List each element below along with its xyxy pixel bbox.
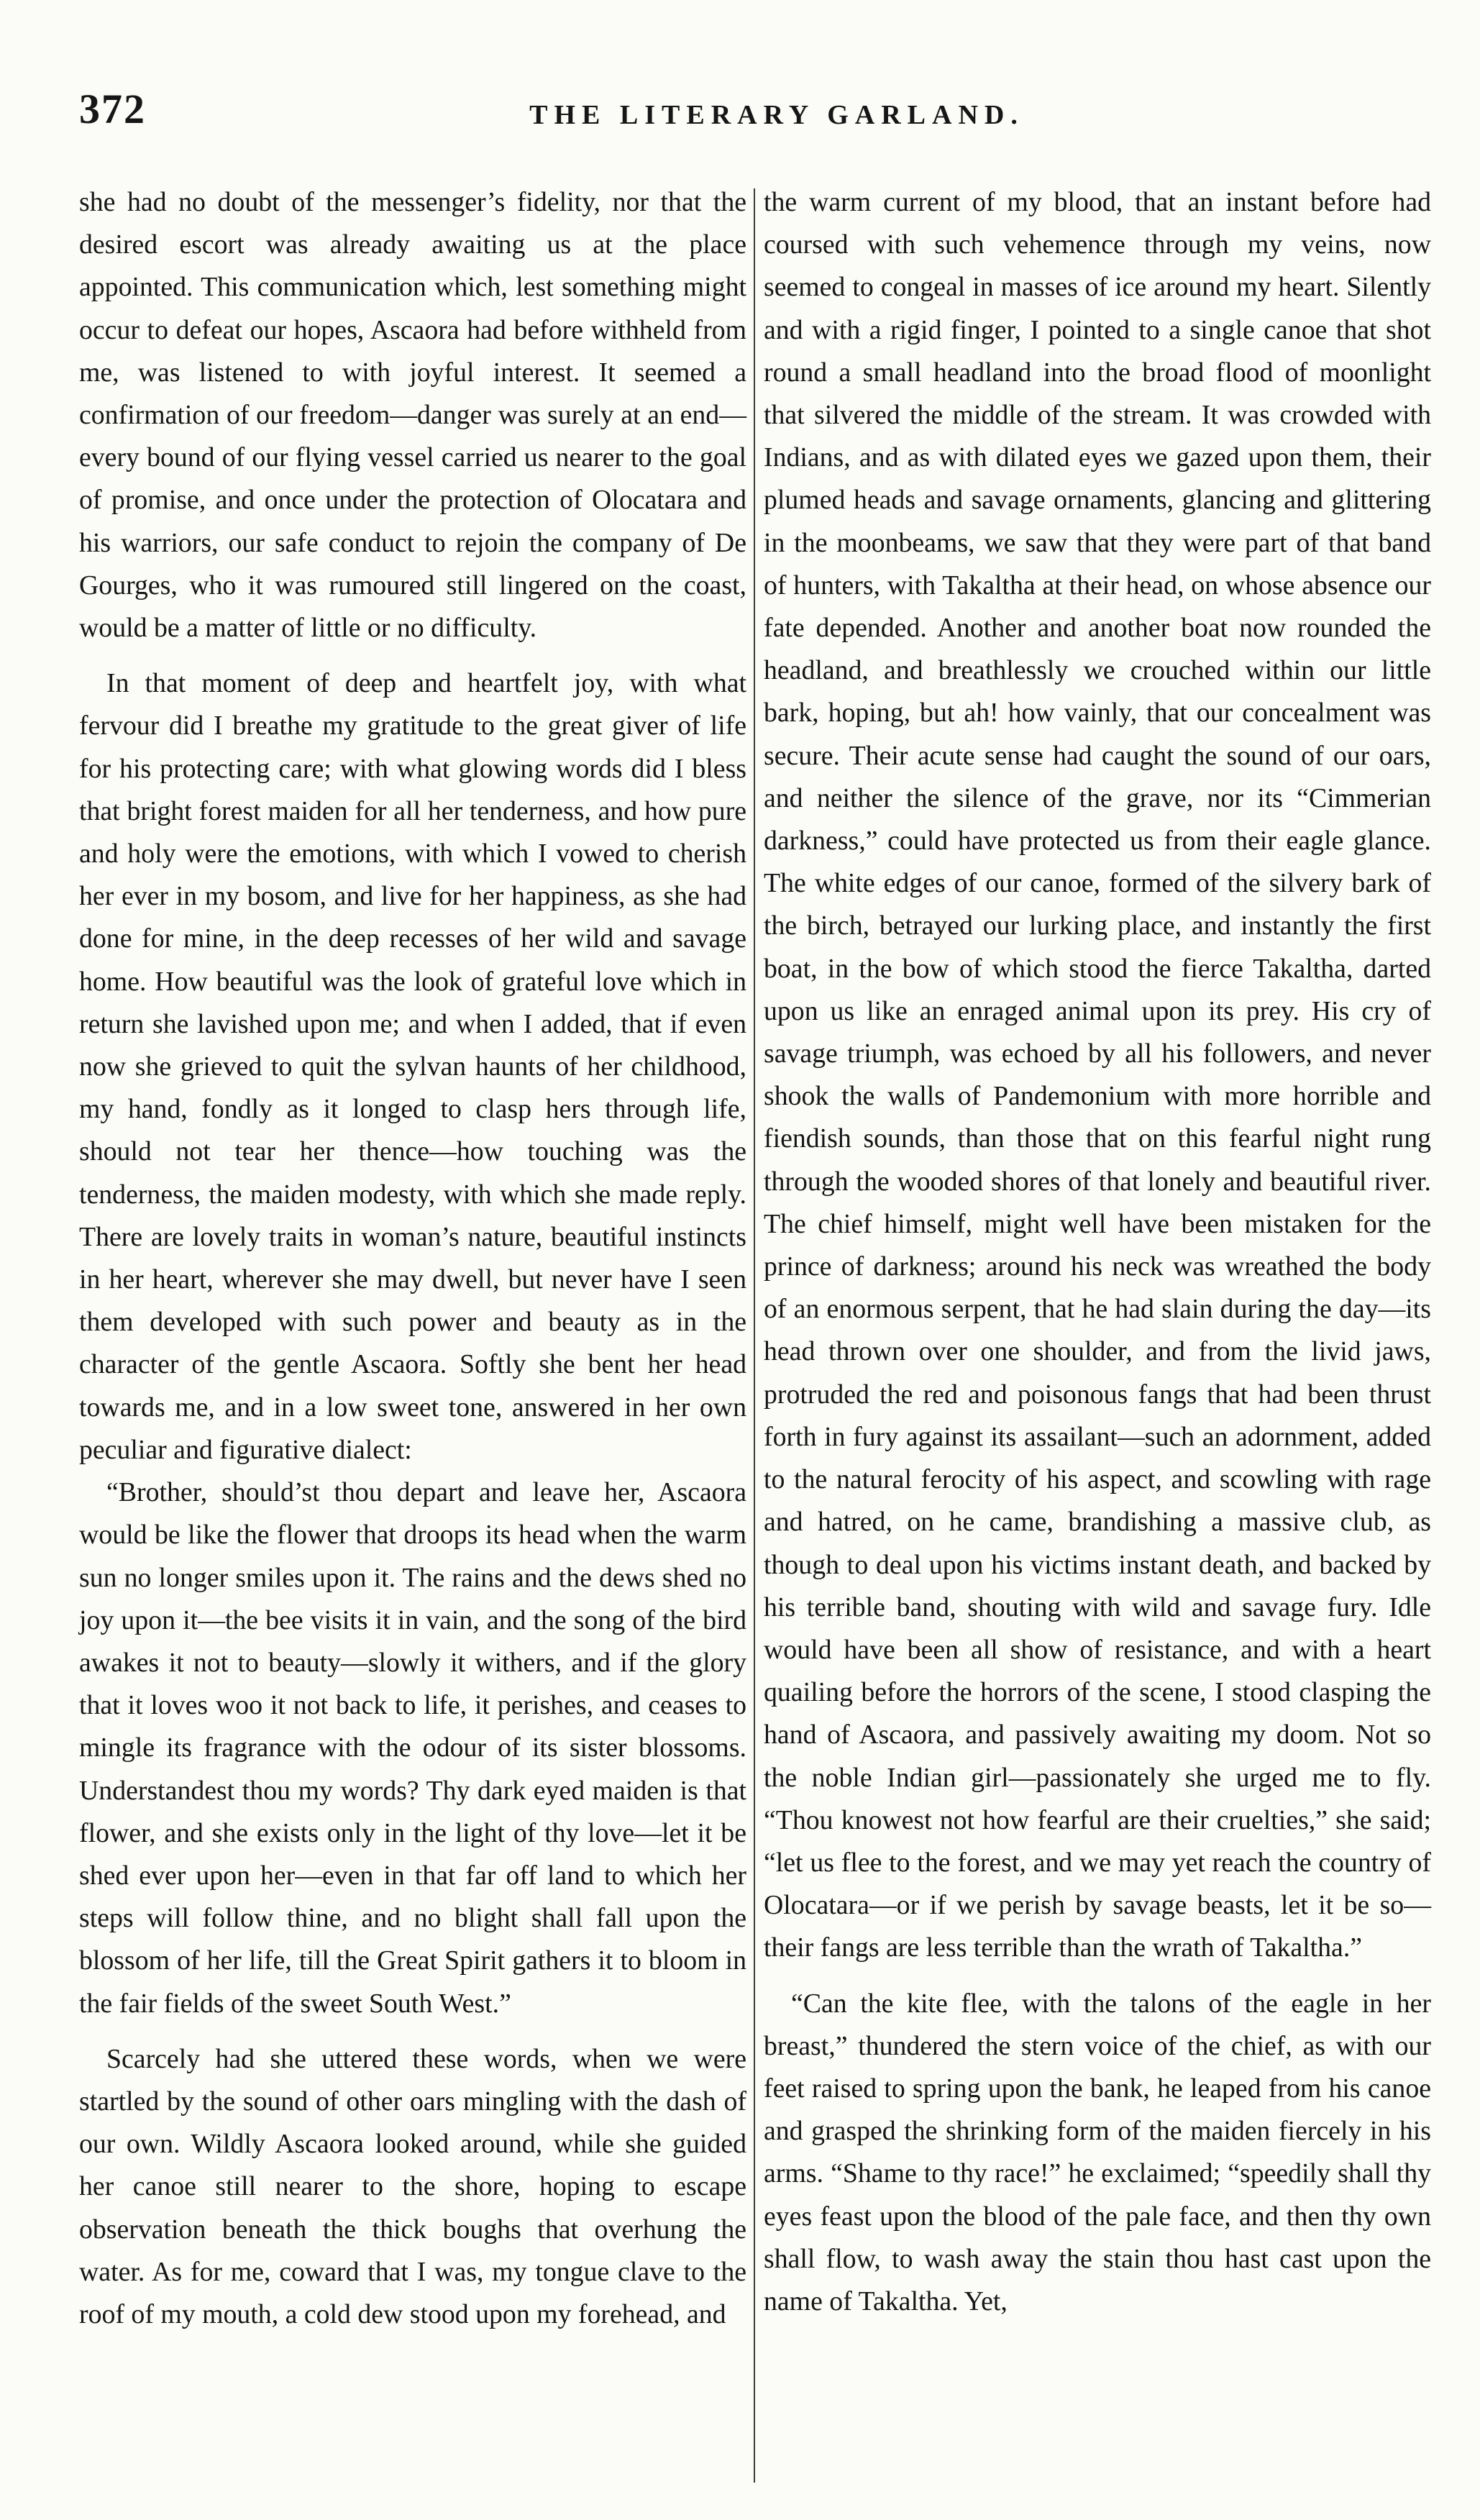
running-head: THE LITERARY GARLAND. [529, 100, 1024, 130]
paragraph: “Can the kite flee, with the talons of the eagle in her breast,” thundered the stern voice of the chief, as with our feet raised to spring upon the bank, he leaped from his canoe and grasped the shrinking form of the maiden fiercely in his arms. “Shame to thy race!” he exclaimed; “speedily shall thy eyes feast upon the blood of the pale face, and then thy own shall flow, to wash away the stain thou hast cast upon the name of Takaltha. Yet, [764, 1988, 1431, 2316]
column-divider [754, 188, 755, 2483]
page-number: 372 [79, 86, 146, 132]
paragraph: the warm current of my blood, that an instant before had coursed with such vehemence through my veins, now seemed to congeal in masses of ice around my heart. Silently and with a rigid finger, I pointed to a single canoe that shot round a small headland into the broad flood of moonlight that silvered the middle of the stream. It was crowded with Indians, and as with dilated eyes we gazed upon them, their plumed heads and savage ornaments, glancing and glittering in the moonbeams, we saw that they were part of that band of hunters, with Takaltha at their head, on whose absence our fate depended. Another and another boat now rounded the headland, and breathlessly we crouched within our little bark, hoping, but ah! how vainly, that our concealment was secure. Their acute sense had caught the sound of our oars, and neither the silence of the grave, nor its “Cimmerian darkness,” could have protected us from their eagle glance. The white edges of our canoe, formed of the silvery bark of the birch, betrayed our lurking place, and instantly the first boat, in the bow of which stood the fierce Takaltha, darted upon us like an enraged animal upon its prey. His cry of savage triumph, was echoed by all his followers, and never shook the walls of Pandemonium with more horrible and fiendish sounds, than those that on this fearful night rung through the wooded shores of that lonely and beautiful river. The chief himself, might well have been mistaken for the prince of darkness; around his neck was wreathed the body of an enormous serpent, that he had slain during the day—its head thrown over one shoulder, and from the livid jaws, protruded the red and poisonous fangs that had been thrust forth in fury against its assailant—such an adornment, added to the natural ferocity of his aspect, and scowling with rage and hatred, on he came, brandishing a massive club, as though to deal upon his victims instant death, and backed by his terrible band, shouting with wild and savage fury. Idle would have been all show of resistance, and with a heart quailing before the horrors of the scene, I stood clasping the hand of Ascaora, and passively awaiting my doom. Not so the noble Indian girl—passionately she urged me to fly. “Thou knowest not how fearful are their cruelties,” she said; “let us flee to the forest, and we may yet reach the country of Olocatara—or if we perish by savage beasts, let it be so—their fangs are less terrible than the wrath of Takaltha.” [764, 187, 1431, 1963]
paragraph: In that moment of deep and heartfelt joy, with what fervour did I breathe my gratitude to the great giver of life for his protecting care; with what glowing words did I bless that bright forest maiden for all her tenderness, and how pure and holy were the emotions, with which I vowed to cherish her ever in my bosom, and live for her happiness, as she had done for mine, in the deep recesses of her wild and savage home. How beautiful was the look of grateful love which in return she lavished upon me; and when I added, that if even now she grieved to quit the sylvan haunts of her childhood, my hand, fondly as it longed to clasp hers through life, should not tear her thence—how touching was the tenderness, the maiden modesty, with which she made reply. There are lovely traits in woman’s nature, beautiful instincts in her heart, wherever she may dwell, but never have I seen them developed with such power and beauty as in the character of the gentle Ascaora. Softly she bent her head towards me, and in a low sweet tone, answered in her own peculiar and figurative dialect: [79, 668, 746, 1465]
paragraph: “Brother, should’st thou depart and leave her, Ascaora would be like the flower that droops its head when the warm sun no longer smiles upon it. The rains and the dews shed no joy upon it—the bee visits it in vain, and the song of the bird awakes it not to beauty—slowly it withers, and if the glory that it loves woo it not back to life, it perishes, and ceases to mingle its fragrance with the odour of its sister blossoms. Understandest thou my words? Thy dark eyed maiden is that flower, and she exists only in the light of thy love—let it be shed ever upon her—even in that far off land to which her steps will follow thine, and no blight shall fall upon the blossom of her life, till the Great Spirit gathers it to bloom in the fair fields of the sweet South West.” [79, 1477, 746, 2019]
left-column [79, 181, 746, 2336]
right-column [764, 181, 1431, 2323]
paragraph: she had no doubt of the messenger’s fidelity, nor that the desired escort was already awaiting us at the place appointed. This communication which, lest something might occur to defeat our hopes, Ascaora had before withheld from me, was listened to with joyful interest. It seemed a confirmation of our freedom—danger was surely at an end—every bound of our flying vessel carried us nearer to the goal of promise, and once under the protection of Olocatara and his warriors, our safe conduct to rejoin the company of De Gourges, who it was rumoured still lingered on the coast, would be a matter of little or no difficulty. [79, 187, 746, 644]
paragraph: Scarcely had she uttered these words, when we were startled by the sound of other oars mingling with the dash of our own. Wildly Ascaora looked around, while she guided her canoe still nearer to the shore, hoping to escape observation beneath the thick boughs that overhung the water. As for me, coward that I was, my tongue clave to the roof of my mouth, a cold dew stood upon my forehead, and [79, 2043, 746, 2329]
